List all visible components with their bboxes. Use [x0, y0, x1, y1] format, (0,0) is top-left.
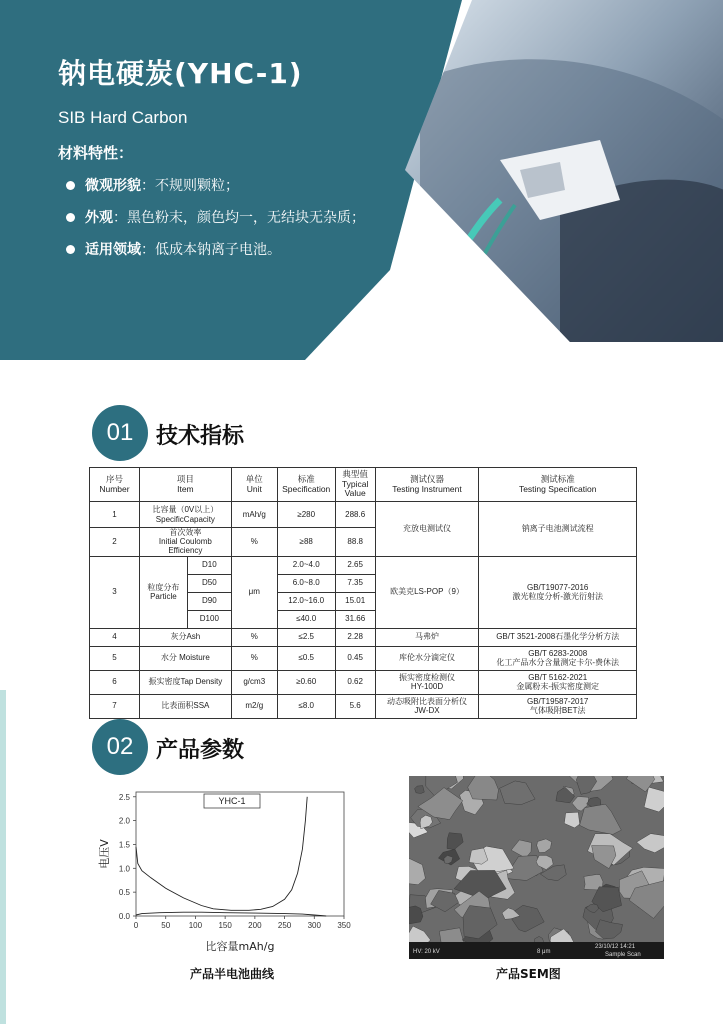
table-row: 5 水分 Moisture % ≤0.5 0.45 库伦水分滴定仪 GB/T 6283-2008 化工产品水分含量测定卡尔-费休法 [90, 646, 637, 670]
bullet-icon [66, 213, 75, 222]
property-label: 微观形貌 [85, 178, 141, 194]
y-tick-label: 1.0 [118, 864, 130, 874]
property-label: 外观 [85, 210, 113, 226]
table-header-row [90, 468, 637, 502]
x-tick-label: 300 [307, 921, 321, 930]
table-row: D50 6.0~8.0 7.35 [90, 574, 637, 592]
y-tick-label: 1.5 [118, 840, 130, 850]
table-row: 4 灰分Ash % ≤2.5 2.28 马弗炉 GB/T 3521-2008石墨化学分析方法 [90, 628, 637, 646]
sem-caption: 产品SEM图 [496, 967, 561, 981]
section-title: 技术指标 [156, 424, 245, 449]
sem-info-right2: Sample Scan [605, 952, 641, 958]
half-cell-chart [96, 788, 356, 956]
spec-table [89, 467, 637, 719]
header-item: 项目 Item [139, 468, 231, 502]
property-item [58, 175, 365, 195]
product-title: 钠电硬炭(YHC-1) [58, 57, 303, 90]
sem-info-right: 23/10/12 14:21 [595, 944, 636, 950]
header-standard: 测试标准 Testing Specification [479, 468, 637, 502]
property-value: ：低成本钠离子电池。 [141, 242, 281, 258]
hero-text [58, 52, 365, 259]
table-row: 1 比容量（0V以上） SpecificCapacity mAh/g ≥280 288.6 充放电测试仪 钠离子电池测试流程 [90, 502, 637, 528]
x-tick-label: 0 [133, 921, 139, 930]
series-line-2 [136, 912, 326, 916]
x-tick-label: 250 [277, 921, 292, 930]
table-row: 6 振实密度Tap Density g/cm3 ≥0.60 0.62 振实密度检测仪 HY-100D GB/T 5162-2021 金属粉末-振实密度测定 [90, 670, 637, 694]
header-typical: 典型值 Typical Value [335, 468, 375, 502]
header-spec: 标准 Specification [277, 468, 335, 502]
property-value: ：不规则颗粒； [141, 178, 239, 194]
series-line-1 [136, 797, 307, 911]
header-unit: 单位 Unit [231, 468, 277, 502]
property-value: ：黑色粉末，颜色均一，无结块无杂质； [113, 210, 365, 226]
ev-charging-photo [400, 0, 724, 342]
decorative-strip [0, 690, 6, 1024]
header-instrument: 测试仪器 Testing Instrument [375, 468, 479, 502]
x-tick-label: 100 [188, 921, 203, 930]
chart-caption: 产品半电池曲线 [190, 967, 275, 981]
y-tick-label: 2.0 [118, 816, 130, 826]
bullet-icon [66, 245, 75, 254]
section-number: 01 [92, 405, 148, 461]
y-tick-label: 0.0 [118, 912, 130, 921]
x-tick-label: 350 [337, 921, 351, 930]
header-number: 序号 Number [90, 468, 140, 502]
legend-label: YHC-1 [218, 796, 246, 806]
y-tick-label: 2.5 [118, 792, 130, 802]
property-item [58, 239, 365, 259]
table-row: 3 粒度分布 Particle D10 μm 2.0~4.0 2.65 欧美克LS-POP（9） GB/T19077-2016 激光粒度分析-激光衍射法 [90, 556, 637, 574]
sem-scale: 8 μm [537, 949, 551, 955]
product-subtitle: SIB Hard Carbon [58, 108, 188, 127]
x-axis-label: 比容量mAh/g [205, 940, 275, 953]
y-tick-label: 0.5 [118, 888, 130, 898]
x-tick-label: 200 [248, 921, 262, 930]
x-tick-label: 50 [161, 921, 171, 930]
table-row: 2 首次效率 Initial Coulomb Efficiency % ≥88 88.8 [90, 528, 637, 557]
sem-image [409, 776, 664, 959]
property-label: 适用领域 [85, 242, 141, 258]
table-row: 7 比表面积SSA m2/g ≤8.0 5.6 动态吸附比表面分析仪 JW-DX GB/T19587-2017 气体吸附BET法 [90, 694, 637, 718]
section-title: 产品参数 [156, 738, 245, 763]
chart-frame [136, 792, 344, 916]
bullet-icon [66, 181, 75, 190]
properties-heading: 材料特性： [58, 144, 134, 162]
sem-info-left: HV: 20 kV [413, 949, 440, 955]
table-row: D90 12.0~16.0 15.01 [90, 592, 637, 610]
y-axis-label: 电压V [98, 839, 111, 869]
section-number: 02 [92, 719, 148, 775]
table-row: D100 ≤40.0 31.66 [90, 610, 637, 628]
x-tick-label: 150 [218, 921, 232, 930]
property-item [58, 207, 365, 227]
